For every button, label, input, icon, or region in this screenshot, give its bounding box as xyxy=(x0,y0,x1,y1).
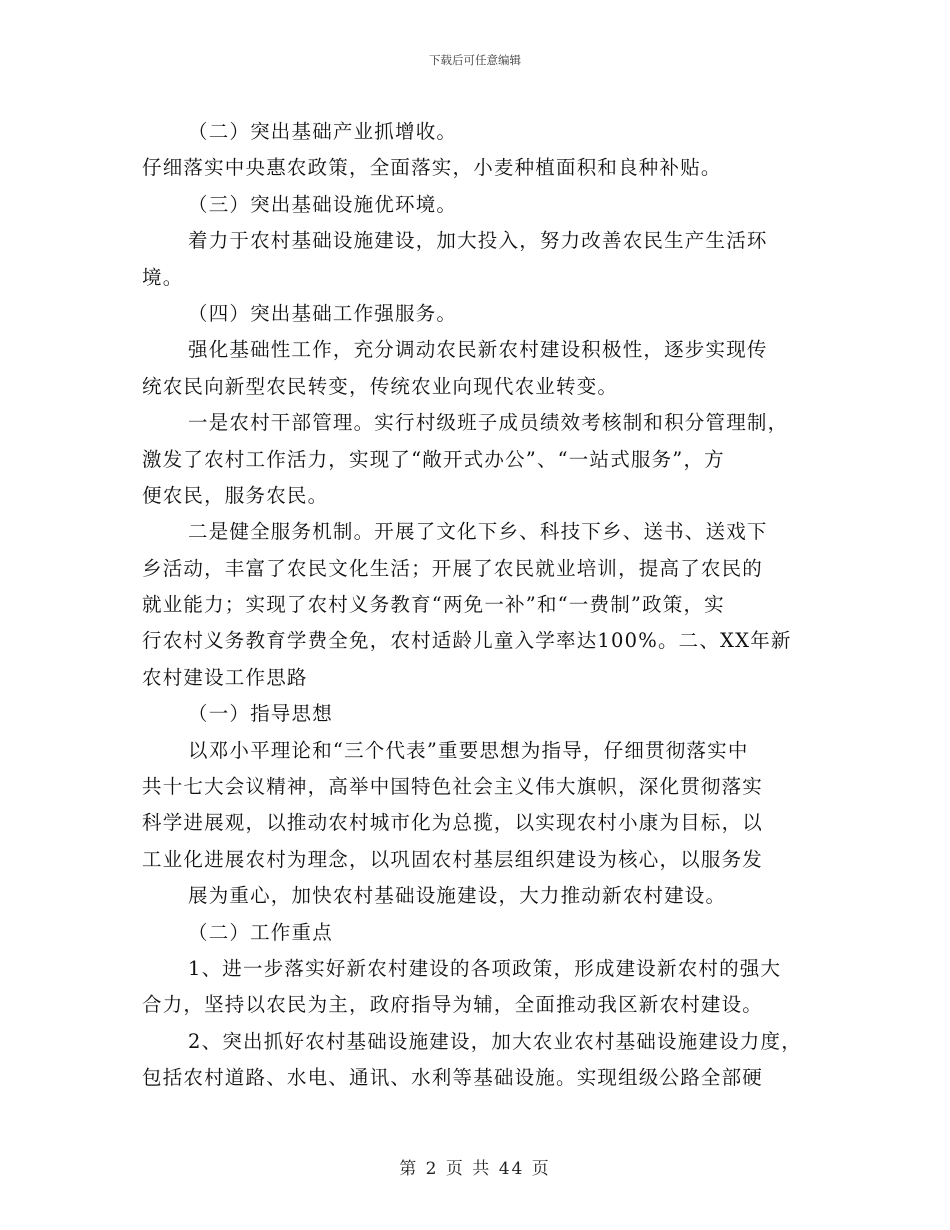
paragraph-line: 科学进展观，以推动农村城市化为总揽，以实现农村小康为目标，以 xyxy=(142,811,764,835)
paragraph-line: 以邓小平理论和“三个代表”重要思想为指导，仔细贯彻落实中 xyxy=(188,738,749,762)
paragraph-line: 行农村义务教育学费全免，农村适龄儿童入学率达100%。二、XX年新 xyxy=(142,629,792,653)
page-header: 下载后可任意编辑 xyxy=(429,53,521,67)
document-body xyxy=(142,114,812,1097)
paragraph-line: 工业化进展农村为理念，以巩固农村基层组织建设为核心，以服务发 xyxy=(142,847,764,871)
section-heading: （三）突出基础设施优环境。 xyxy=(188,192,458,216)
section-heading: （二）突出基础产业抓增收。 xyxy=(188,120,458,143)
paragraph-line: 激发了农村工作活力，实现了“敞开式办公”、“一站式服务”，方 xyxy=(142,447,725,471)
paragraph-line: 境。 xyxy=(142,265,184,289)
paragraph-line: 2、突出抓好农村基础设施建设，加大农业农村基础设施建设力度， xyxy=(188,1029,802,1053)
paragraph-line: 1、进一步落实好新农村建设的各项政策，形成建设新农村的强大 xyxy=(188,956,782,980)
paragraph-line: 展为重心，加快农村基础设施建设，大力推动新农村建设。 xyxy=(188,884,727,908)
page-number-footer: 第 2 页 共 44 页 xyxy=(399,1159,551,1179)
paragraph-line: 仔细落实中央惠农政策，全面落实，小麦种植面积和良种补贴。 xyxy=(142,156,722,180)
paragraph-line: 统农民向新型农民转变，传统农业向现代农业转变。 xyxy=(142,374,619,398)
paragraph-line: 共十七大会议精神，高举中国特色社会主义伟大旗帜，深化贯彻落实 xyxy=(142,775,764,799)
paragraph-line: 合力，坚持以农民为主，政府指导为辅，全面推动我区新农村建设。 xyxy=(142,993,764,1017)
paragraph-line: 包括农村道路、水电、通讯、水利等基础设施。实现组级公路全部硬 xyxy=(142,1066,764,1090)
paragraph-line: 强化基础性工作，充分调动农民新农村建设积极性，逐步实现传 xyxy=(188,338,768,362)
paragraph-line: 二是健全服务机制。开展了文化下乡、科技下乡、送书、送戏下 xyxy=(188,520,768,544)
paragraph-line: 乡活动，丰富了农民文化生活；开展了农民就业培训，提高了农民的 xyxy=(142,556,764,580)
section-heading: （四）突出基础工作强服务。 xyxy=(188,301,458,325)
paragraph-line: 着力于农村基础设施建设，加大投入，努力改善农民生产生活环 xyxy=(188,229,768,253)
paragraph-line: 农村建设工作思路 xyxy=(142,665,308,689)
paragraph-line: 就业能力；实现了农村义务教育“两免一补”和“一费制”政策，实 xyxy=(142,593,725,617)
section-heading: （二）工作重点 xyxy=(188,920,333,944)
paragraph-line: 便农民，服务农民。 xyxy=(142,483,329,507)
section-heading: （一）指导思想 xyxy=(188,702,333,726)
paragraph-line: 一是农村干部管理。实行村级班子成员绩效考核制和积分管理制， xyxy=(188,411,789,435)
